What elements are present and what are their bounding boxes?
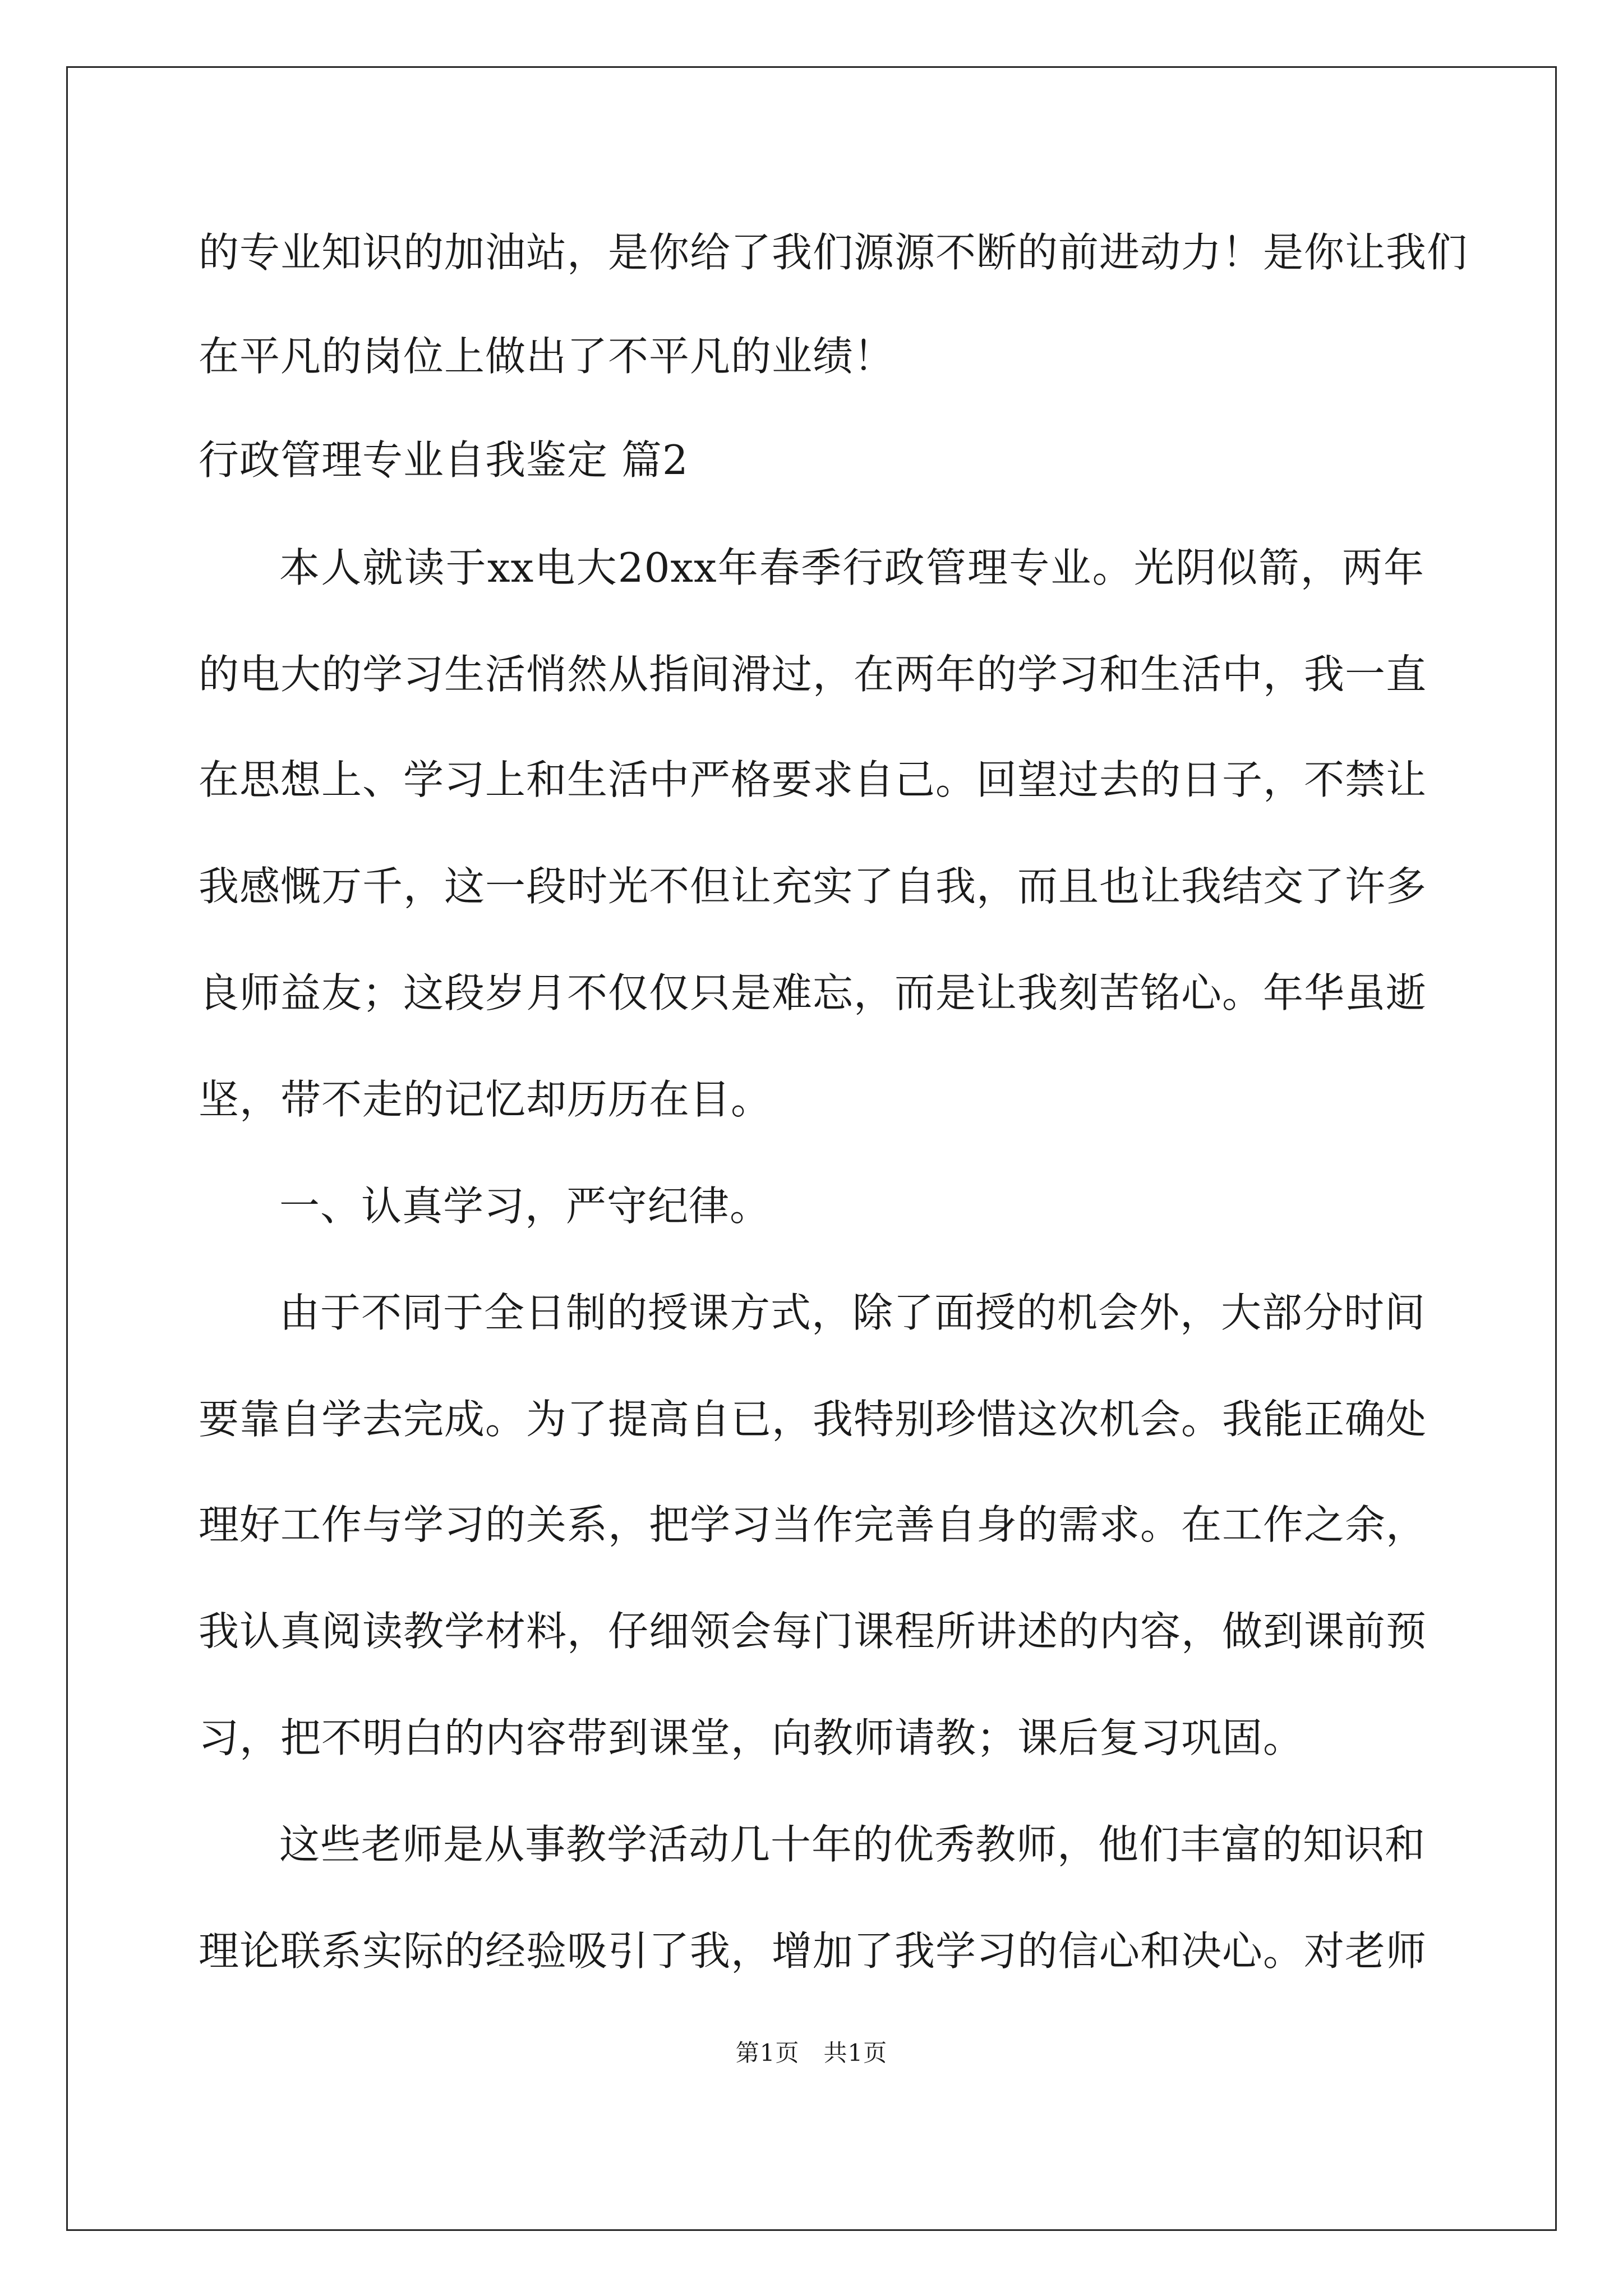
body-line: 要靠自学去完成。为了提高自已，我特别珍惜这次机会。我能正确处	[199, 1396, 1427, 1443]
body-line: 的专业知识的加油站，是你给了我们源源不断的前进动力！是你让我们	[199, 229, 1468, 276]
body-line: 在思想上、学习上和生活中严格要求自己。回望过去的日子，不禁让	[199, 756, 1427, 803]
body-line: 本人就读于xx电大20xx年春季行政管理专业。光阴似箭，两年	[279, 544, 1424, 591]
body-line: 的电大的学习生活悄然从指间滑过，在两年的学习和生活中，我一直	[199, 651, 1427, 698]
body-line: 坚，带不走的记忆却历历在目。	[199, 1076, 772, 1123]
list-heading: 一、认真学习，严守纪律。	[279, 1182, 771, 1230]
body-line: 我认真阅读教学材料，仔细领会每门课程所讲述的内容，做到课前预	[199, 1608, 1427, 1655]
section-heading: 行政管理专业自我鉴定 篇2	[199, 436, 689, 484]
page-footer: 第1页 共1页	[735, 2039, 888, 2067]
page-border	[66, 66, 1557, 2231]
body-line: 由于不同于全日制的授课方式，除了面授的机会外，大部分时间	[279, 1289, 1426, 1336]
body-line: 习，把不明白的内容带到课堂，向教师请教；课后复习巩固。	[199, 1714, 1304, 1761]
body-line: 这些老师是从事教学活动几十年的优秀教师，他们丰富的知识和	[279, 1821, 1426, 1868]
body-line: 良师益友；这段岁月不仅仅只是难忘，而是让我刻苦铭心。年华虽逝	[199, 969, 1427, 1016]
body-line: 在平凡的岗位上做出了不平凡的业绩！	[199, 333, 895, 380]
body-line: 理论联系实际的经验吸引了我，增加了我学习的信心和决心。对老师	[199, 1927, 1427, 1975]
body-line: 理好工作与学习的关系，把学习当作完善自身的需求。在工作之余，	[199, 1501, 1427, 1548]
body-line: 我感慨万千，这一段时光不但让充实了自我，而且也让我结交了许多	[199, 863, 1427, 910]
